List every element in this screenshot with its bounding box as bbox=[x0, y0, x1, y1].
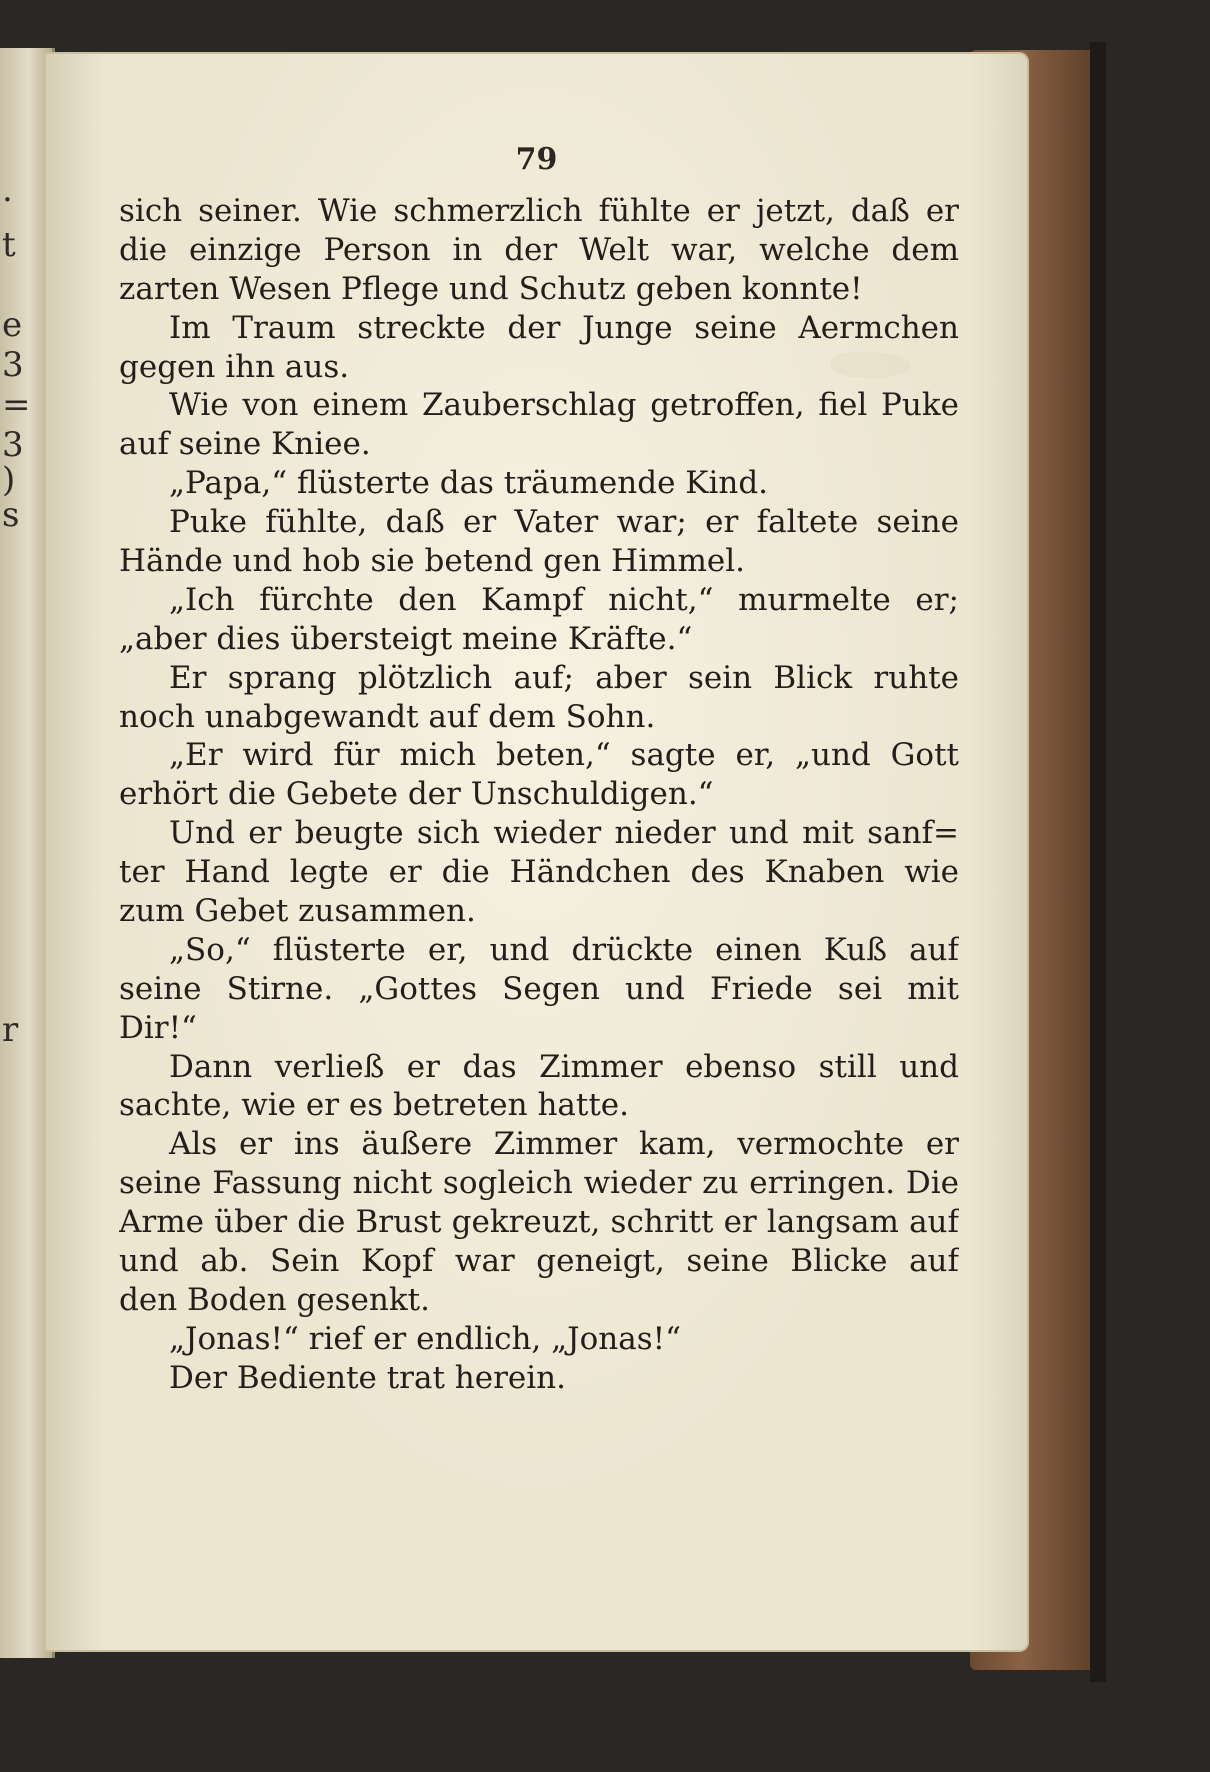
text-line: sich seiner. Wie schmerzlich fühlte er jetzt, daß er bbox=[119, 193, 959, 229]
previous-page-fragment: 3 bbox=[2, 425, 24, 465]
text-line: noch unabgewandt auf dem Sohn. bbox=[119, 698, 656, 735]
text-line: Als er ins äußere Zimmer kam, vermochte er bbox=[169, 1126, 959, 1163]
previous-page-fragment: = bbox=[2, 385, 31, 425]
page-text bbox=[119, 192, 959, 1398]
text-line: „So,“ flüsterte er, und drückte einen Kuß auf bbox=[169, 931, 959, 968]
previous-page-fragment: e bbox=[2, 305, 23, 345]
text-line: zum Gebet zusammen. bbox=[119, 893, 476, 930]
text-line: sachte, wie er es betreten hatte. bbox=[119, 1087, 630, 1124]
book-page bbox=[44, 52, 1029, 1652]
cover-shadow bbox=[1090, 42, 1106, 1682]
previous-page-fragment: r bbox=[2, 1010, 19, 1050]
text-line: Er sprang plötzlich auf; aber sein Blick ruhte bbox=[169, 659, 959, 696]
text-line: „Ich fürchte den Kampf nicht,“ murmelte er; bbox=[169, 581, 959, 618]
text-line: Der Bediente trat herein. bbox=[169, 1359, 567, 1396]
text-line: „Jonas!“ rief er endlich, „Jonas!“ bbox=[169, 1320, 681, 1357]
text-line: erhört die Gebete der Unschuldigen.“ bbox=[119, 776, 714, 813]
text-line: Arme über die Brust gekreuzt, schritt er langsam auf bbox=[119, 1204, 959, 1241]
text-line: Und er beugte sich wieder nieder und mit sanf= bbox=[169, 815, 959, 852]
previous-page-fragment: 3 bbox=[2, 345, 24, 385]
text-line: Wie von einem Zauberschlag getroffen, fiel Puke bbox=[169, 387, 959, 424]
page-number: 79 bbox=[515, 142, 558, 177]
text-line: Hände und hob sie betend gen Himmel. bbox=[119, 543, 746, 580]
text-line: Puke fühlte, daß er Vater war; er faltete seine bbox=[169, 504, 959, 541]
text-line: den Boden gesenkt. bbox=[119, 1281, 430, 1318]
previous-page-fragment: . bbox=[2, 170, 13, 210]
text-line: zarten Wesen Pflege und Schutz geben konnte! bbox=[119, 270, 863, 307]
text-line: Im Traum streckte der Junge seine Aermchen bbox=[169, 309, 959, 346]
text-line: „aber dies übersteigt meine Kräfte.“ bbox=[119, 620, 693, 657]
text-line: „Papa,“ flüsterte das träumende Kind. bbox=[169, 465, 769, 502]
text-line: gegen ihn aus. bbox=[119, 348, 350, 385]
previous-page-fragment: s bbox=[2, 495, 20, 535]
text-line: auf seine Kniee. bbox=[119, 426, 371, 463]
text-line: seine Fassung nicht sogleich wieder zu erringen. Die bbox=[119, 1165, 959, 1202]
text-line: „Er wird für mich beten,“ sagte er, „und Gott bbox=[169, 737, 959, 774]
text-line: Dir!“ bbox=[119, 1009, 197, 1046]
text-line: und ab. Sein Kopf war geneigt, seine Blicke auf bbox=[119, 1243, 959, 1280]
text-line: die einzige Person in der Welt war, welche dem bbox=[119, 231, 959, 268]
previous-page-fragment: ) bbox=[2, 460, 16, 500]
text-line: Dann verließ er das Zimmer ebenso still und bbox=[169, 1048, 959, 1085]
text-line: seine Stirne. „Gottes Segen und Friede sei mit bbox=[119, 970, 959, 1007]
text-line: ter Hand legte er die Händchen des Knaben wie bbox=[119, 854, 959, 891]
previous-page-fragment: t bbox=[2, 225, 16, 265]
